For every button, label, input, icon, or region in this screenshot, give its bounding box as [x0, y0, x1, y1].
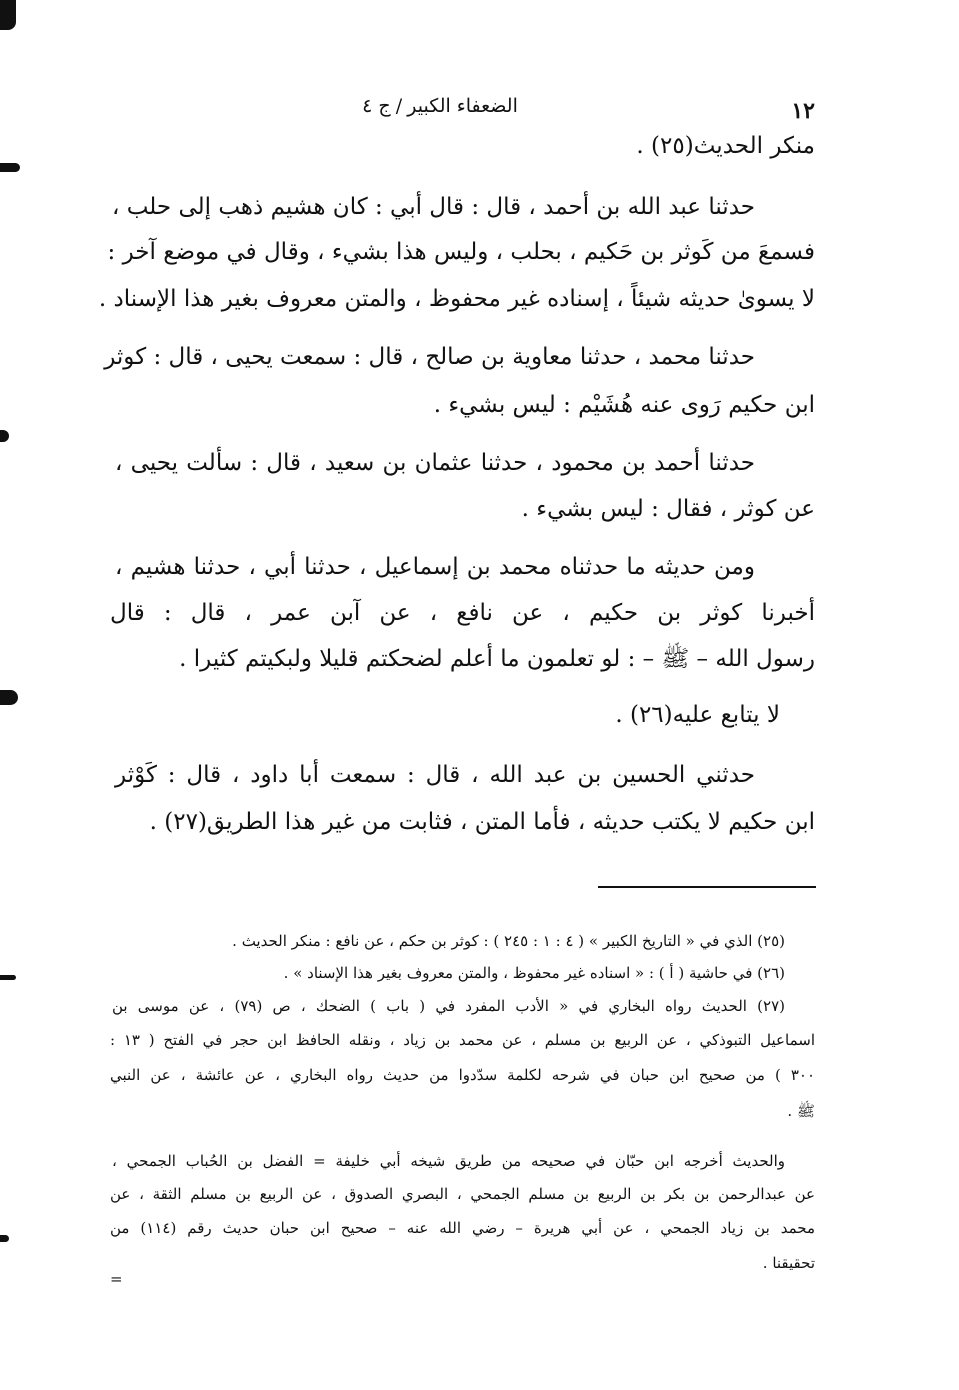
- scan-blot-left-2: [0, 430, 9, 442]
- body-line: حدثنا أحمد بن محمود ، حدثنا عثمان بن سعيد ، قال : سألت يحيى ،: [115, 450, 755, 476]
- body-line: حدثني الحسين بن عبد الله ، قال : سمعت أبا داود ، قال : كَوْثر: [115, 762, 755, 788]
- volume-label: ج ٤: [362, 95, 391, 117]
- body-line: حدثنا عبد الله بن أحمد ، قال : قال أبي : كان هشيم ذهب إلى حلب ،: [111, 194, 755, 220]
- book-title: الضعفاء الكبير: [407, 95, 518, 117]
- footnote-line: ٣٠٠ ) من صحيح ابن حبان في شرحه لكلمة سدّدوا من حديث رواه البخاري ، عن عائشة ، عن النبي: [110, 1066, 815, 1084]
- footnote-line: اسماعيل التبوذكي ، عن الربيع بن مسلم ، عن محمد بن زياد ، ونقله الحافظ ابن حجر في الفتح ( ١٣ :: [110, 1031, 815, 1049]
- footnote-line: محمد بن زياد الجمحي ، عن أبي هريرة – رضي الله عنه – صحيح ابن حبان حديث رقم (١١٤) من: [110, 1219, 816, 1237]
- footnote-line: (٢٧) الحديث رواه البخاري في « الأدب المفرد في ( باب ) الضحك ، ص (٧٩) ، عن موسى بن: [112, 997, 785, 1015]
- scan-blot-left-1: [0, 163, 20, 172]
- body-line: لا يتابع عليه(٢٦) .: [615, 702, 780, 728]
- footnote-line: (٢٦) في حاشية ( أ ) : « اسناده غير محفوظ ، والمتن معروف بغير هذا الإسناد » .: [283, 964, 785, 982]
- body-line: ومن حديثه ما حدثناه محمد بن إسماعيل ، حدثنا أبي ، حدثنا هشيم ،: [115, 554, 755, 580]
- footnote-line: (٢٥) الذي في « التاريخ الكبير » ( ٤ : ١ : ٢٤٥ ) : كوثر بن حكم ، عن نافع : منكر الحديث .: [232, 932, 785, 950]
- footnote-line: ﷺ .: [787, 1102, 815, 1120]
- body-line: ابن حكيم رَوى عنه هُشَيْم : ليس بشيء .: [433, 392, 815, 418]
- scan-blot-top-left: [0, 0, 16, 30]
- running-header: [330, 95, 550, 117]
- body-line: فسمعَ من كَوثر بن حَكيم ، بحلب ، وليس هذا بشيء ، وقال في موضع آخر :: [107, 239, 815, 265]
- body-line: رسول الله – ﷺ – : لو تعلمون ما أعلم لضحكتم قليلا ولبكيتم كثيرا .: [179, 646, 815, 672]
- footnote-line: والحديث أخرجه ابن حبّان في صحيحه من طريق شيخه أبي خليفة = الفضل بن الحُباب الجمحي ،: [112, 1152, 785, 1170]
- footnote-line: عن عبدالرحمن بن بكر بن الربيع بن مسلم الجمحي ، البصري الصدوق ، عن الربيع بن مسلم الثقة ، عن: [110, 1185, 815, 1203]
- body-line: حدثنا محمد ، حدثنا معاوية بن صالح ، قال : سمعت يحيى ، قال : كوثر: [104, 344, 755, 370]
- body-line: ابن حكيم لا يكتب حديثه ، فأما المتن ، فثابت من غير هذا الطريق(٢٧) .: [149, 809, 815, 835]
- continuation-mark: =: [110, 1270, 123, 1288]
- footnote-line: تحقيقنا .: [762, 1254, 815, 1272]
- body-line: منكر الحديث(٢٥) .: [636, 133, 815, 159]
- scan-blot-left-4: [0, 975, 16, 980]
- body-line: عن كوثر ، فقال : ليس بشيء .: [521, 496, 815, 522]
- scan-blot-left-5: [0, 1235, 9, 1242]
- page-number: ١٢: [791, 98, 815, 124]
- scan-blot-left-3: [0, 690, 18, 705]
- body-line: أخبرنا كوثر بن حكيم ، عن نافع ، عن آبن عمر ، قال : قال: [110, 600, 815, 626]
- footnote-rule: [598, 886, 816, 888]
- body-line: لا يسوىٰ حديثه شيئاً ، إسناده غير محفوظ ، والمتن معروف بغير هذا الإسناد .: [98, 286, 815, 312]
- header-separator: /: [395, 95, 403, 117]
